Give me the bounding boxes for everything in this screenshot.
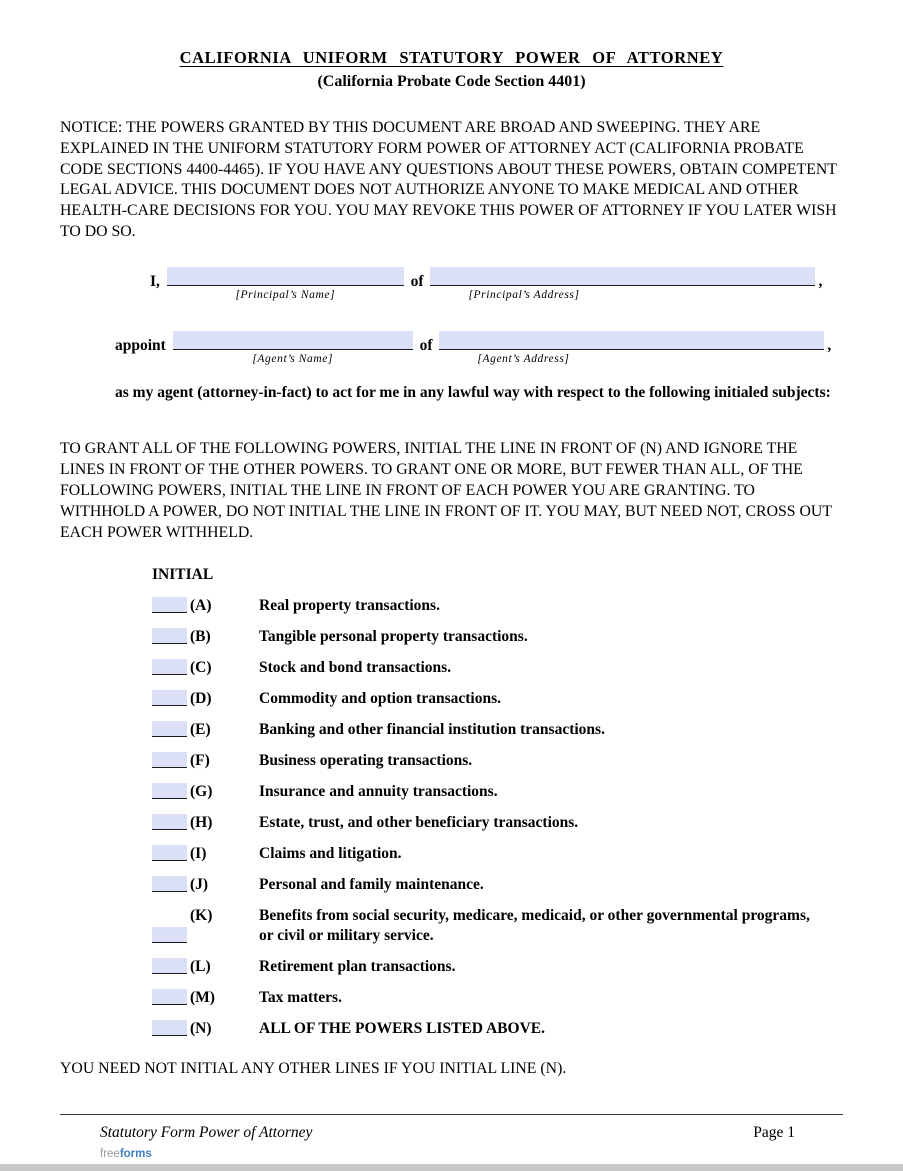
power-letter: (K)	[190, 906, 213, 924]
power-row	[152, 782, 843, 802]
power-letter: (L)	[190, 957, 211, 975]
agent-name-fieldwrap	[173, 331, 413, 365]
notice-paragraph: NOTICE: THE POWERS GRANTED BY THIS DOCUMENT ARE BROAD AND SWEEPING. THEY ARE EXPLAINED IN THE UNIFORM STATUTORY FORM POWER OF ATTORNEY ACT (CALIFORNIA PROBATE CODE SECTIONS 4400-4465). IF YOU HAVE ANY QUESTIONS ABOUT THESE POWERS, OBTAIN COMPETENT LEGAL ADVICE. THIS DOCUMENT DOES NOT AUTHORIZE ANYONE TO MAKE MEDICAL AND OTHER HEALTH-CARE DECISIONS FOR YOU. YOU MAY REVOKE THIS POWER OF ATTORNEY IF YOU LATER WISH TO DO SO.	[60, 119, 837, 240]
power-text: Tax matters.	[259, 988, 342, 1006]
power-text: Estate, trust, and other beneficiary transactions.	[259, 813, 579, 831]
principal-name-fieldwrap	[167, 267, 404, 301]
powers-section	[152, 565, 843, 1039]
agent-name-label: [Agent’s Name]	[252, 352, 334, 365]
power-text: Claims and litigation.	[259, 844, 402, 862]
power-row	[152, 906, 843, 946]
initial-line-field[interactable]	[152, 927, 187, 943]
principal-name-field[interactable]	[167, 267, 404, 286]
power-row	[152, 813, 843, 833]
power-text: Benefits from social security, medicare, medicaid, or other governmental programs, or civil or military service.	[259, 906, 810, 944]
agent-row	[115, 331, 843, 365]
footer-row	[0, 1124, 903, 1142]
agent-address-fieldwrap	[439, 331, 824, 365]
power-text: Tangible personal property transactions.	[259, 627, 528, 645]
power-row	[152, 957, 843, 977]
document-title	[60, 48, 843, 68]
agent-prefix: appoint	[115, 336, 166, 354]
power-text: Stock and bond transactions.	[259, 658, 452, 676]
power-letter: (B)	[190, 627, 211, 645]
footer-document-name: Statutory Form Power of Attorney	[100, 1124, 313, 1141]
power-text: Real property transactions.	[259, 596, 440, 614]
principal-address-fieldwrap	[430, 267, 815, 301]
principal-name-label: [Principal’s Name]	[235, 288, 336, 301]
principal-suffix-comma: ,	[818, 272, 823, 290]
document-subtitle: (California Probate Code Section 4401)	[317, 73, 586, 90]
agent-name-field[interactable]	[173, 331, 413, 350]
initial-line-field[interactable]	[152, 597, 187, 613]
power-text: Retirement plan transactions.	[259, 957, 456, 975]
power-letter: (H)	[190, 813, 213, 831]
initial-line-field[interactable]	[152, 783, 187, 799]
agent-connector: of	[419, 336, 433, 354]
initial-line-field[interactable]	[152, 659, 187, 675]
agent-clause: as my agent (attorney-in-fact) to act for me in any lawful way with respect to the following initialed subjects:	[115, 383, 831, 401]
power-letter: (I)	[190, 844, 207, 862]
power-letter: (A)	[190, 596, 212, 614]
power-letter: (D)	[190, 689, 212, 707]
power-row	[152, 658, 843, 678]
page-number: Page 1	[753, 1124, 795, 1141]
initial-line-field[interactable]	[152, 814, 187, 830]
power-letter: (J)	[190, 875, 209, 893]
power-text: ALL OF THE POWERS LISTED ABOVE.	[259, 1019, 545, 1037]
power-row	[152, 689, 843, 709]
power-text: Business operating transactions.	[259, 751, 473, 769]
principal-address-label: [Principal’s Address]	[468, 288, 580, 301]
agent-suffix-comma: ,	[827, 336, 832, 354]
principal-row	[150, 267, 843, 301]
power-row	[152, 627, 843, 647]
power-row	[152, 720, 843, 740]
initial-column-header: INITIAL	[152, 565, 214, 583]
brand-free-text: free	[100, 1148, 120, 1160]
agent-address-label: [Agent’s Address]	[477, 352, 570, 365]
initial-line-field[interactable]	[152, 876, 187, 892]
brand-forms-text: forms	[119, 1148, 152, 1160]
initial-line-field[interactable]	[152, 752, 187, 768]
page-footer	[0, 1114, 903, 1171]
note-line-n: YOU NEED NOT INITIAL ANY OTHER LINES IF YOU INITIAL LINE (N).	[60, 1059, 567, 1077]
document-title-text: CALIFORNIA UNIFORM STATUTORY POWER OF ATTORNEY	[179, 48, 724, 67]
power-letter: (C)	[190, 658, 212, 676]
power-row	[152, 875, 843, 895]
footer-divider	[60, 1114, 843, 1115]
principal-connector: of	[410, 272, 424, 290]
initial-line-field[interactable]	[152, 989, 187, 1005]
initial-line-field[interactable]	[152, 721, 187, 737]
power-row	[152, 751, 843, 771]
power-letter: (G)	[190, 782, 213, 800]
initial-line-field[interactable]	[152, 628, 187, 644]
power-row	[152, 596, 843, 616]
powers-list	[152, 596, 843, 1039]
power-letter: (N)	[190, 1019, 212, 1037]
freeforms-logo	[0, 1148, 903, 1164]
power-letter: (E)	[190, 720, 211, 738]
power-row	[152, 988, 843, 1008]
page-edge-strip	[0, 1164, 903, 1171]
initial-line-field[interactable]	[152, 1020, 187, 1036]
instructions-paragraph: TO GRANT ALL OF THE FOLLOWING POWERS, INITIAL THE LINE IN FRONT OF (N) AND IGNORE THE LINES IN FRONT OF THE OTHER POWERS. TO GRANT ONE OR MORE, BUT FEWER THAN ALL, OF THE FOLLOWING POWERS, INITIAL THE LINE IN FRONT OF EACH POWER YOU ARE GRANTING. TO WITHHOLD A POWER, DO NOT INITIAL THE LINE IN FRONT OF IT. YOU MAY, BUT NEED NOT, CROSS OUT EACH POWER WITHHELD.	[60, 439, 832, 541]
power-text: Banking and other financial institution transactions.	[259, 720, 605, 738]
principal-prefix: I,	[150, 272, 160, 290]
power-row	[152, 844, 843, 864]
initial-line-field[interactable]	[152, 845, 187, 861]
power-row	[152, 1019, 843, 1039]
power-letter: (M)	[190, 988, 215, 1006]
principal-address-field[interactable]	[430, 267, 815, 286]
agent-address-field[interactable]	[439, 331, 824, 350]
power-text: Insurance and annuity transactions.	[259, 782, 498, 800]
initial-line-field[interactable]	[152, 958, 187, 974]
power-text: Commodity and option transactions.	[259, 689, 501, 707]
party-section	[60, 267, 843, 408]
power-letter: (F)	[190, 751, 210, 769]
power-text: Personal and family maintenance.	[259, 875, 484, 893]
initial-line-field[interactable]	[152, 690, 187, 706]
